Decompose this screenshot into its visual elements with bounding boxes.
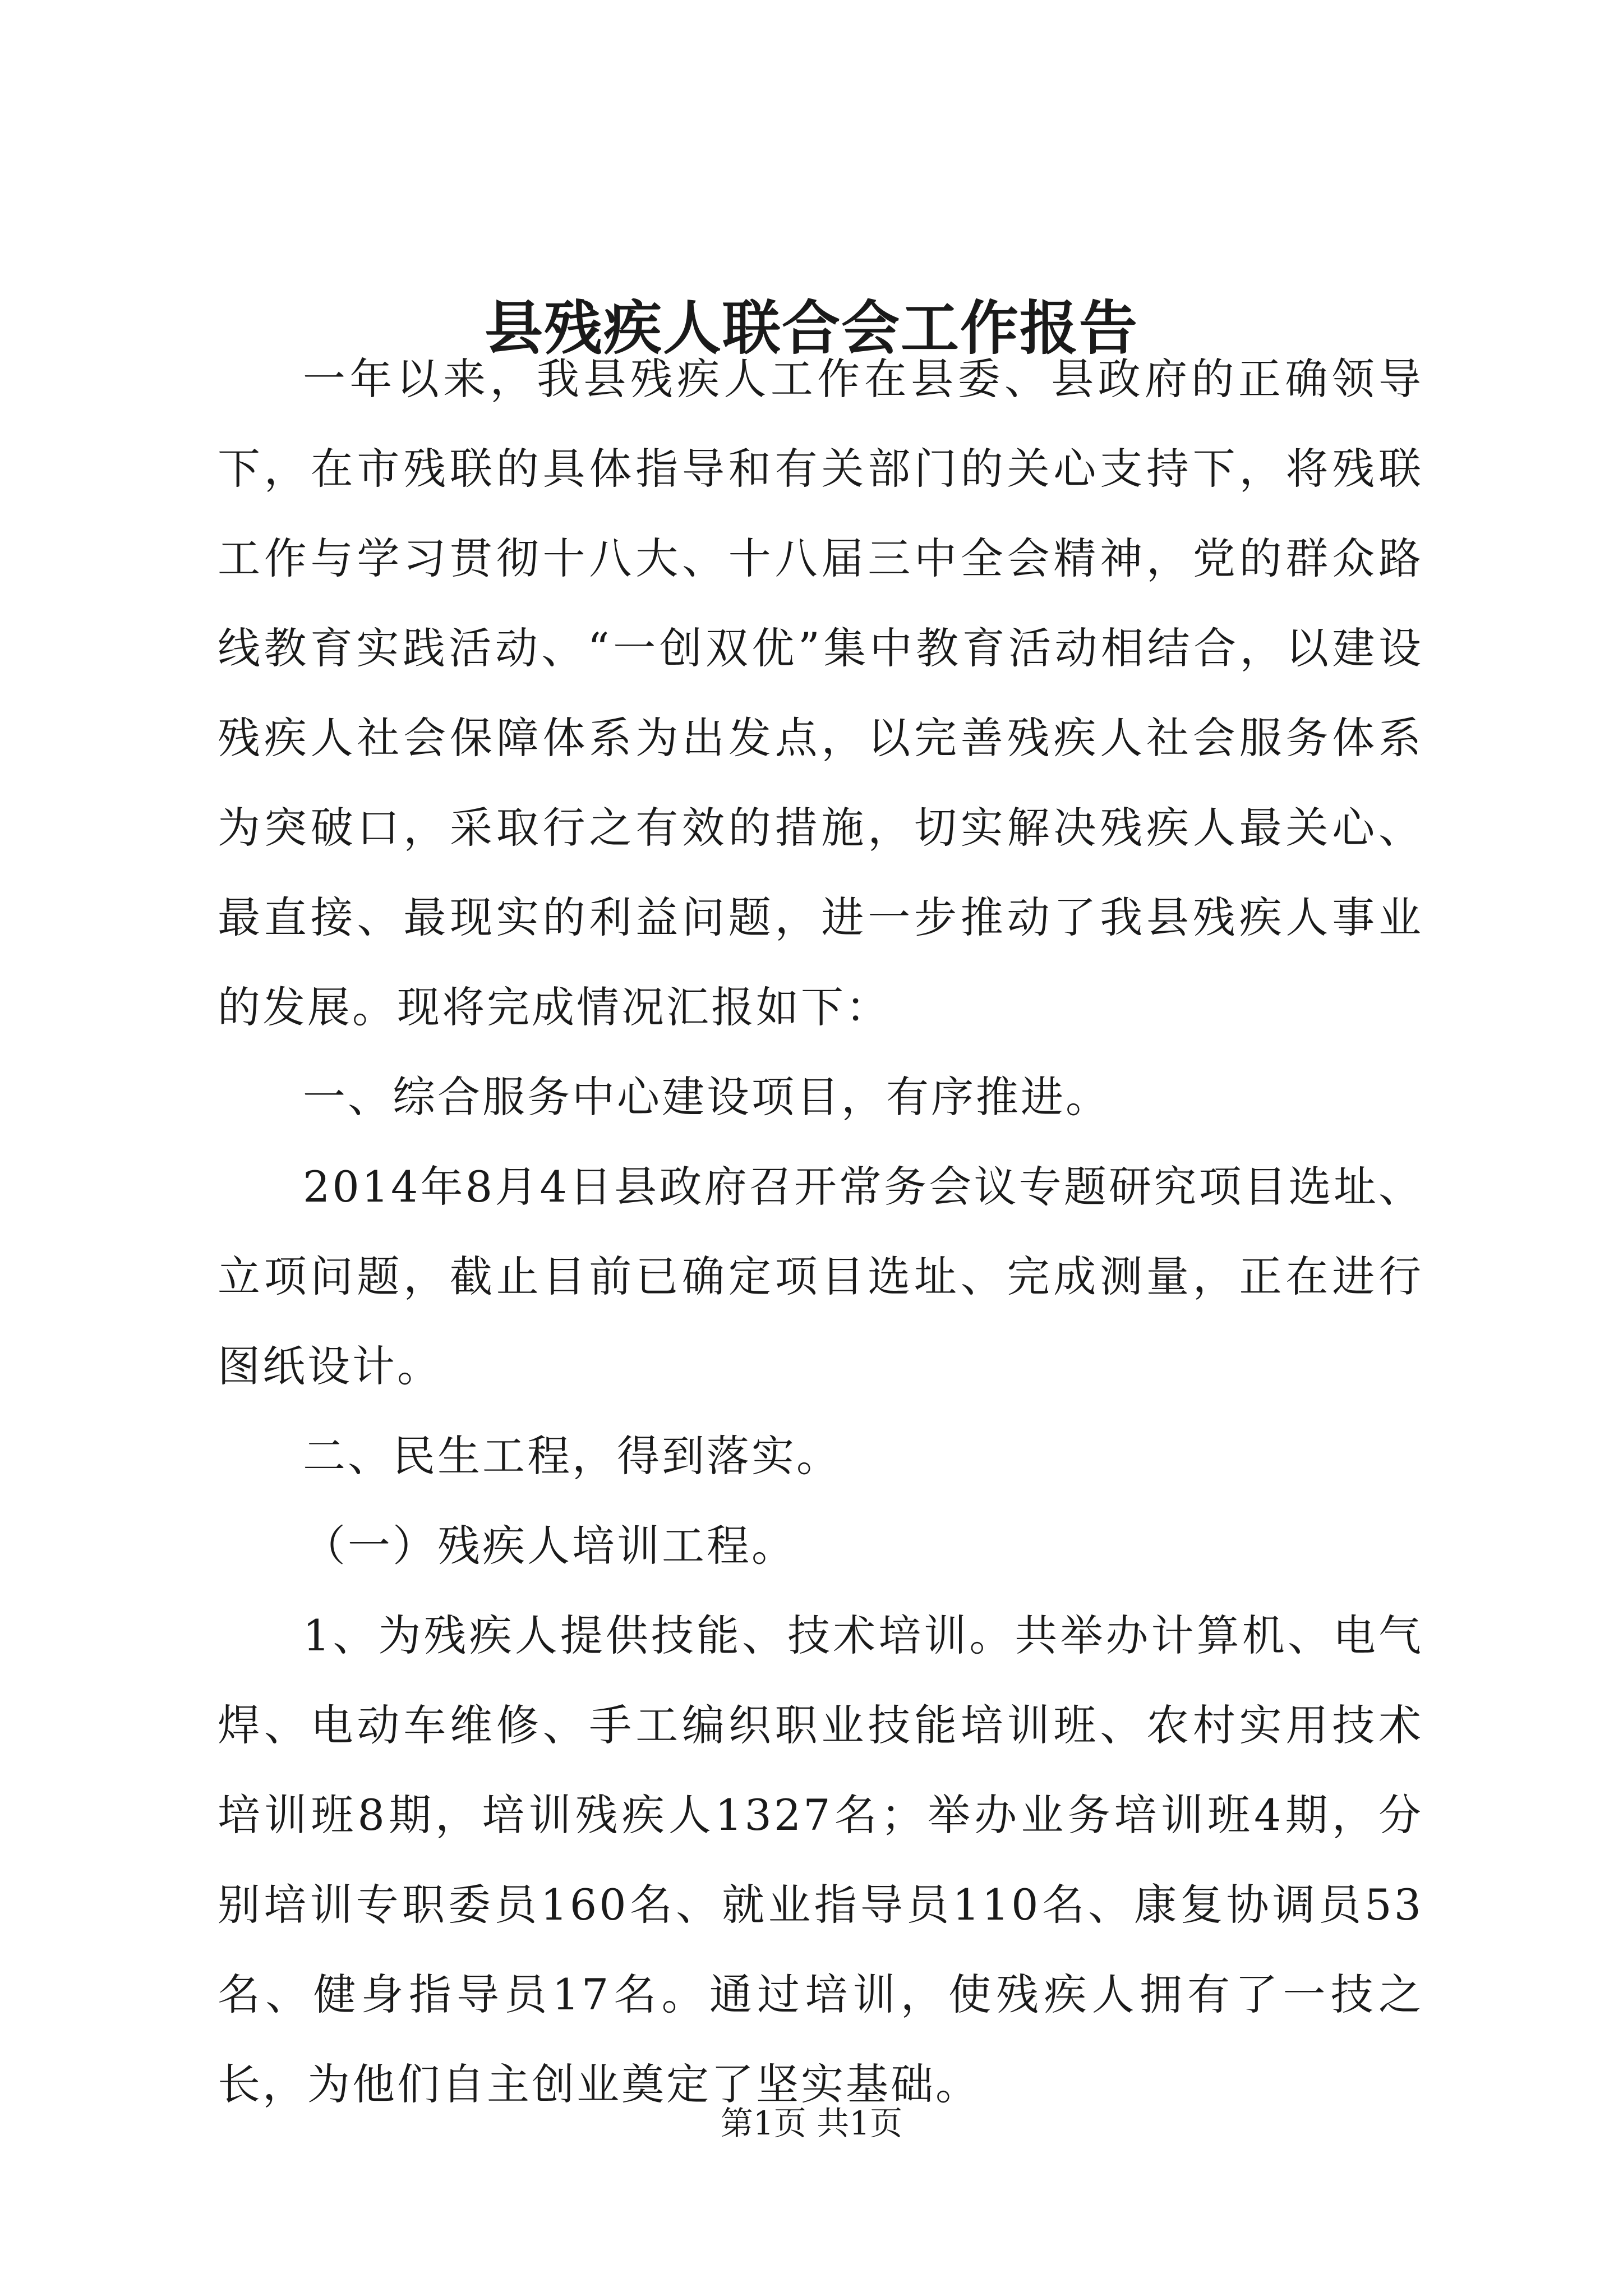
- subsection-heading-1: （一）残疾人培训工程。: [303, 1521, 796, 1571]
- section-heading-1: 一、综合服务中心建设项目，有序推进。: [303, 1072, 1110, 1122]
- document-body: [218, 334, 1423, 2129]
- section-heading-2: 二、民生工程，得到落实。: [303, 1431, 841, 1481]
- page-number-footer: 第1页 共1页: [720, 2104, 903, 2142]
- paragraph-training: 1、为残疾人提供技能、技术培训。共举办计算机、电气焊、电动车维修、手工编织职业技能培训班、农村实用技术培训班8期，培训残疾人1327名；举办业务培训班4期，分别培训专职委员160名、就业指导员110名、康复协调员53名、健身指导员17名。通过培训，使残疾人拥有了一技之长，为他们自主创业奠定了坚实基础。: [218, 1611, 1423, 2109]
- paragraph-intro: 一年以来，我县残疾人工作在县委、县政府的正确领导下，在市残联的具体指导和有关部门的关心支持下，将残联工作与学习贯彻十八大、十八届三中全会精神，党的群众路线教育实践活动、“一创双优”集中教育活动相结合，以建设残疾人社会保障体系为出发点，以完善残疾人社会服务体系为突破口，采取行之有效的措施，切实解决残疾人最关心、最直接、最现实的利益问题，进一步推动了我县残疾人事业的发展。现将完成情况汇报如下：: [218, 354, 1423, 1032]
- paragraph-section-1: 2014年8月4日县政府召开常务会议专题研究项目选址、立项问题，截止目前已确定项目选址、完成测量，正在进行图纸设计。: [218, 1162, 1423, 1391]
- document-title: 县残疾人联合会工作报告: [484, 293, 1138, 362]
